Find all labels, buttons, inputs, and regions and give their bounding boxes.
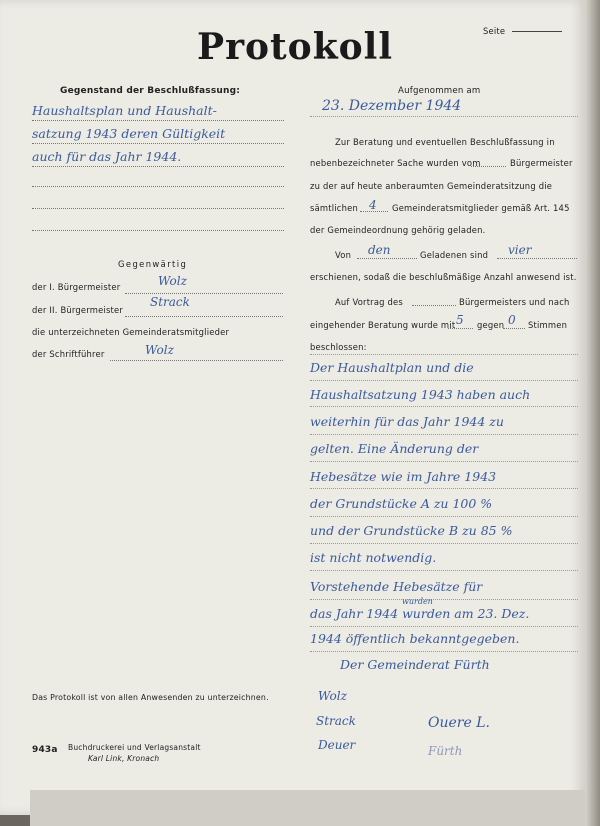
member-count: 4 [369,198,377,212]
paragraph-line: Geladenen sind [420,250,489,260]
council-label: die unterzeichneten Gemeinderatsmitglieder [32,327,230,337]
dotted-rule [32,143,284,144]
dotted-rule [471,166,506,167]
subject-line: satzung 1943 deren Gültigkeit [32,126,226,141]
page-edge-shadow [585,0,600,826]
seite-line [512,31,562,32]
resolution-line: gelten. Eine Änderung der [310,441,479,456]
votes-against: 0 [508,313,516,327]
dotted-rule [503,328,525,329]
second-mayor-label: der II. Bürgermeister [32,305,124,315]
paragraph-line: gegen [477,320,505,330]
dotted-rule [310,406,578,407]
superscript-word: wurden [402,597,433,606]
dotted-rule [310,354,578,355]
resolution-line: und der Grundstücke B zu 85 % [310,523,513,538]
dotted-rule [125,293,283,294]
secretary-signature: Wolz [145,343,174,357]
underlying-page-edge [30,790,600,826]
dotted-rule [448,328,473,329]
paragraph-line: der Gemeindeordnung gehörig geladen. [310,225,486,235]
dotted-rule [125,316,283,317]
dotted-rule [310,434,578,435]
dotted-rule [310,599,578,600]
paragraph-line: erschienen, sodaß die beschlußmäßige Anzahl anwesend ist. [310,272,577,282]
recorded-date: 23. Dezember 1944 [322,98,462,114]
dotted-rule [32,230,284,231]
subject-line: Haushaltsplan und Haushalt- [32,103,217,118]
paragraph-line: eingehender Beratung wurde mit [310,320,456,330]
printer-line: Buchdruckerei und Verlagsanstalt [68,743,201,752]
first-mayor-label: der I. Bürgermeister [32,282,121,292]
resolution-line: Der Gemeinderat Fürth [340,657,490,672]
paragraph-line: Zur Beratung und eventuellen Beschlußfassung in [335,137,555,147]
secretary-label: der Schriftführer [32,349,105,359]
paragraph-line: Von [335,250,352,260]
dotted-rule [32,208,284,209]
seite-label: Seite [483,26,506,36]
first-mayor-signature: Wolz [158,274,187,288]
dotted-rule [357,258,417,259]
paragraph-line: Bürgermeister [510,158,573,168]
paragraph-line: Auf Vortrag des [335,297,403,307]
resolution-line: der Grundstücke A zu 100 % [310,496,493,511]
form-number: 943a [32,745,58,755]
paragraph-line: zu der auf heute anberaumten Gemeinderatsitzung die [310,181,553,191]
sign-note: Das Protokoll ist von allen Anwesenden zu unterzeichnen. [32,693,269,702]
second-mayor-signature: Strack [150,295,190,309]
dotted-rule [32,166,284,167]
invited-hand: den [368,243,391,257]
resolution-line: Vorstehende Hebesätze für [310,579,483,594]
votes-for: 5 [456,313,464,327]
dotted-rule [310,570,578,571]
dotted-rule [310,488,578,489]
dotted-rule [110,360,283,361]
dotted-rule [412,305,456,306]
page-title: Protokoll [197,26,393,68]
paragraph-line: nebenbezeichneter Sache wurden vom [310,158,481,168]
resolution-line: Haushaltsatzung 1943 haben auch [310,387,531,402]
resolution-line: 1944 öffentlich bekanntgegeben. [310,631,520,646]
dotted-rule [497,258,577,259]
paragraph-line: Stimmen [528,320,568,330]
dotted-rule [310,543,578,544]
paragraph-line: sämtlichen [310,203,358,213]
dotted-rule [32,186,284,187]
paragraph-line: Gemeinderatsmitglieder gemäß Art. 145 [392,203,570,213]
paragraph-line: Bürgermeisters und nach [459,297,570,307]
resolution-line: das Jahr 1944 wurden am 23. Dez. [310,606,530,621]
signature: Fürth [428,744,463,758]
printer-line: Karl Link, Kronach [88,754,160,763]
dotted-rule [310,380,578,381]
present-heading: Gegenwärtig [118,259,188,269]
resolution-line: ist nicht notwendig. [310,550,437,565]
signature: Strack [316,714,356,728]
recorded-label: Aufgenommen am [398,86,481,96]
paragraph-line: beschlossen: [310,342,367,352]
dotted-rule [310,651,578,652]
resolution-line: Hebesätze wie im Jahre 1943 [310,469,497,484]
dotted-rule [310,116,578,117]
subject-line: auch für das Jahr 1944. [32,149,182,164]
subject-heading: Gegenstand der Beschlußfassung: [60,86,241,96]
dotted-rule [310,626,578,627]
resolution-line: weiterhin für das Jahr 1944 zu [310,414,504,429]
signature: Wolz [318,689,347,703]
resolution-line: Der Haushaltplan und die [310,360,474,375]
dotted-rule [32,120,284,121]
dotted-rule [310,461,578,462]
signature: Ouere L. [428,715,490,731]
attendee-count: vier [508,243,532,257]
signature: Deuer [318,738,356,752]
dotted-rule [310,516,578,517]
